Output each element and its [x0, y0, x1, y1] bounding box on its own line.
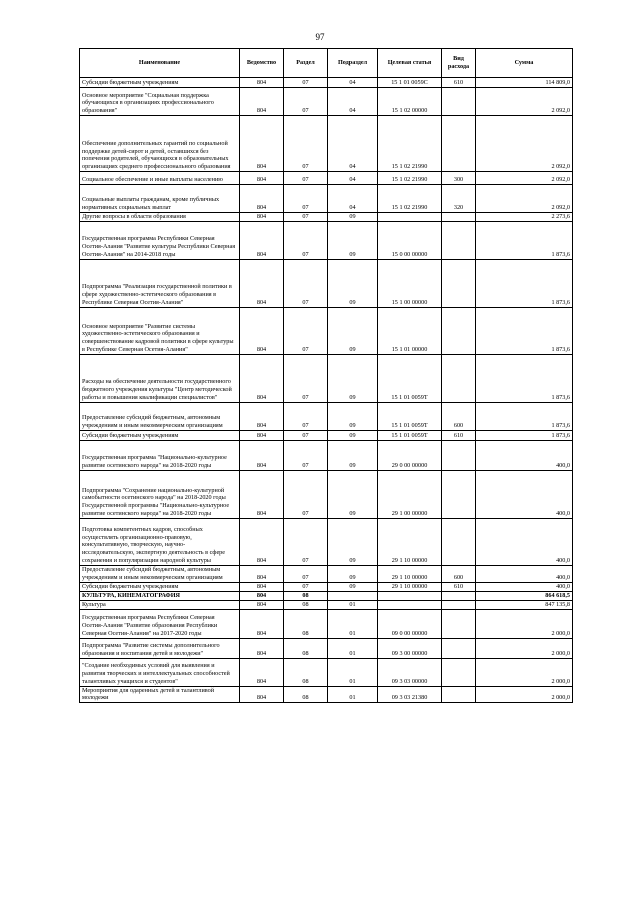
row-expense-type: 300 — [442, 172, 476, 185]
row-target-article: 15 1 02 21990 — [378, 185, 442, 213]
row-target-article: 15 1 01 0059Т — [378, 354, 442, 402]
row-expense-type — [442, 307, 476, 354]
row-section: 07 — [284, 259, 328, 307]
row-name: Государственная программа Республики Северная Осетия-Алания "Развитие образования Республики Северная Осетия-Алания" на 2017-2020 годы — [80, 609, 240, 638]
header-amount: Сумма — [476, 49, 573, 78]
row-section: 07 — [284, 440, 328, 470]
row-section: 07 — [284, 116, 328, 172]
row-name: Подготовка компетентных кадров, способных осуществлять организационно-правовую, консультативную, творческую, научно-исследовательскую, экспертную деятельность в сфере сохранения и популяризации народной культуры — [80, 518, 240, 565]
row-subsection: 09 — [328, 259, 378, 307]
table-row — [80, 402, 573, 430]
row-target-article — [378, 591, 442, 600]
row-expense-type — [442, 88, 476, 116]
row-amount: 2 092,0 — [476, 172, 573, 185]
row-subsection: 01 — [328, 658, 378, 686]
row-department: 804 — [240, 354, 284, 402]
row-subsection: 09 — [328, 565, 378, 582]
row-subsection: 04 — [328, 185, 378, 213]
table-body — [80, 78, 573, 703]
row-target-article: 09 3 00 00000 — [378, 638, 442, 658]
row-expense-type — [442, 354, 476, 402]
row-department: 804 — [240, 430, 284, 440]
row-section: 08 — [284, 600, 328, 609]
row-amount: 2 000,0 — [476, 686, 573, 703]
row-expense-type — [442, 658, 476, 686]
header-name: Наименование — [80, 49, 240, 78]
row-section: 07 — [284, 470, 328, 518]
row-amount: 1 873,6 — [476, 402, 573, 430]
row-section: 08 — [284, 686, 328, 703]
row-subsection: 04 — [328, 172, 378, 185]
row-name: "Создание необходимых условий для выявления и развития творческих и интеллектуальных способностей талантливых учащихся и студентов" — [80, 658, 240, 686]
row-target-article: 29 1 00 00000 — [378, 470, 442, 518]
row-department: 804 — [240, 78, 284, 88]
table-row — [80, 582, 573, 591]
row-department: 804 — [240, 686, 284, 703]
row-target-article: 15 0 00 00000 — [378, 221, 442, 259]
row-expense-type — [442, 600, 476, 609]
row-name: Субсидии бюджетным учреждениям — [80, 582, 240, 591]
row-subsection: 09 — [328, 402, 378, 430]
row-amount: 400,0 — [476, 470, 573, 518]
row-expense-type: 600 — [442, 402, 476, 430]
header-expense-type: Вид расхода — [442, 49, 476, 78]
row-name: Государственная программа Республики Северная Осетия-Алания "Развитие культуры Республики Северная Осетия-Алания" на 2014-2018 годы — [80, 221, 240, 259]
row-name: Социальные выплаты гражданам, кроме публичных нормативных социальных выплат — [80, 185, 240, 213]
header-section: Раздел — [284, 49, 328, 78]
row-amount: 1 873,6 — [476, 259, 573, 307]
row-department: 804 — [240, 582, 284, 591]
row-section: 07 — [284, 185, 328, 213]
row-expense-type — [442, 213, 476, 222]
row-subsection: 09 — [328, 470, 378, 518]
row-department: 804 — [240, 88, 284, 116]
row-name: Обеспечение дополнительных гарантий по социальной поддержке детей-сирот и детей, оставшихся без попечения родителей, обучающихся в образовательных организациях среднего профессионального образования — [80, 116, 240, 172]
row-name: Социальное обеспечение и иные выплаты населению — [80, 172, 240, 185]
table-row — [80, 185, 573, 213]
row-section: 07 — [284, 518, 328, 565]
row-expense-type — [442, 686, 476, 703]
row-subsection: 09 — [328, 307, 378, 354]
row-expense-type — [442, 259, 476, 307]
table-row — [80, 591, 573, 600]
row-amount: 400,0 — [476, 565, 573, 582]
row-target-article: 15 1 01 0059С — [378, 78, 442, 88]
row-name: Подпрограмма "Реализация государственной политики в сфере художественно-эстетического образования в Республике Северная Осетия-Алания" — [80, 259, 240, 307]
table-row — [80, 307, 573, 354]
table-row — [80, 116, 573, 172]
row-name: Субсидии бюджетным учреждениям — [80, 430, 240, 440]
row-expense-type — [442, 116, 476, 172]
row-department: 804 — [240, 470, 284, 518]
row-amount: 2 092,0 — [476, 88, 573, 116]
row-expense-type: 320 — [442, 185, 476, 213]
row-amount: 2 000,0 — [476, 638, 573, 658]
row-target-article — [378, 600, 442, 609]
row-expense-type: 610 — [442, 430, 476, 440]
row-target-article: 15 1 00 00000 — [378, 259, 442, 307]
row-subsection: 04 — [328, 78, 378, 88]
row-subsection — [328, 591, 378, 600]
row-name: Расходы на обеспечение деятельности государственного бюджетного учреждения культуры "Центр методической работы и повышения квалификации специалистов" — [80, 354, 240, 402]
table-row — [80, 609, 573, 638]
row-expense-type — [442, 591, 476, 600]
row-amount: 1 873,6 — [476, 221, 573, 259]
table-row — [80, 430, 573, 440]
row-section: 07 — [284, 430, 328, 440]
row-name: Предоставление субсидий бюджетным, автономным учреждениям и иным некоммерческим организациям — [80, 402, 240, 430]
row-section: 08 — [284, 591, 328, 600]
row-target-article: 29 1 10 00000 — [378, 518, 442, 565]
row-target-article: 09 3 03 21380 — [378, 686, 442, 703]
row-expense-type: 610 — [442, 78, 476, 88]
row-department: 804 — [240, 658, 284, 686]
row-name: Субсидии бюджетным учреждениям — [80, 78, 240, 88]
row-amount: 2 000,0 — [476, 609, 573, 638]
row-section: 07 — [284, 307, 328, 354]
page-number: 97 — [315, 32, 325, 42]
table-header-row — [80, 49, 573, 78]
row-department: 804 — [240, 440, 284, 470]
row-subsection: 09 — [328, 582, 378, 591]
row-expense-type — [442, 221, 476, 259]
row-department: 804 — [240, 221, 284, 259]
row-department: 804 — [240, 402, 284, 430]
row-section: 07 — [284, 88, 328, 116]
table-row — [80, 221, 573, 259]
row-department: 804 — [240, 185, 284, 213]
row-name: Государственная программа "Национально-культурное развитие осетинского народа" на 2018-2020 годы — [80, 440, 240, 470]
table-row — [80, 172, 573, 185]
row-department: 804 — [240, 600, 284, 609]
header-subsection: Подраздел — [328, 49, 378, 78]
row-amount: 1 873,6 — [476, 354, 573, 402]
header-department: Ведомство — [240, 49, 284, 78]
row-section: 07 — [284, 221, 328, 259]
row-target-article: 15 1 02 21990 — [378, 172, 442, 185]
row-department: 804 — [240, 213, 284, 222]
row-name: Мероприятия для одаренных детей и талантливой молодежи — [80, 686, 240, 703]
row-name: Подпрограмма "Развитие системы дополнительного образования и воспитания детей и молодежи" — [80, 638, 240, 658]
row-department: 804 — [240, 609, 284, 638]
table-row — [80, 565, 573, 582]
row-section: 07 — [284, 78, 328, 88]
row-expense-type — [442, 470, 476, 518]
row-target-article: 15 1 02 00000 — [378, 88, 442, 116]
table-row — [80, 600, 573, 609]
row-department: 804 — [240, 638, 284, 658]
row-target-article — [378, 213, 442, 222]
row-amount: 1 873,6 — [476, 430, 573, 440]
row-department: 804 — [240, 307, 284, 354]
budget-table — [79, 48, 573, 703]
row-section: 08 — [284, 609, 328, 638]
row-expense-type: 610 — [442, 582, 476, 591]
row-amount: 2 273,6 — [476, 213, 573, 222]
row-department: 804 — [240, 518, 284, 565]
row-amount: 2 092,0 — [476, 185, 573, 213]
row-section: 07 — [284, 402, 328, 430]
row-amount: 400,0 — [476, 440, 573, 470]
row-expense-type — [442, 638, 476, 658]
row-amount: 2 092,0 — [476, 116, 573, 172]
table-row — [80, 78, 573, 88]
row-amount: 400,0 — [476, 582, 573, 591]
row-subsection: 04 — [328, 88, 378, 116]
table-row — [80, 259, 573, 307]
row-target-article: 09 0 00 00000 — [378, 609, 442, 638]
row-subsection: 01 — [328, 686, 378, 703]
table-row — [80, 213, 573, 222]
row-expense-type — [442, 518, 476, 565]
row-name: Предоставление субсидий бюджетным, автономным учреждениям и иным некоммерческим организациям — [80, 565, 240, 582]
row-subsection: 01 — [328, 600, 378, 609]
row-department: 804 — [240, 565, 284, 582]
row-target-article: 15 1 02 21990 — [378, 116, 442, 172]
row-subsection: 09 — [328, 213, 378, 222]
row-subsection: 09 — [328, 354, 378, 402]
row-expense-type — [442, 609, 476, 638]
header-target-article: Целевая статья — [378, 49, 442, 78]
row-target-article: 15 1 01 0059Т — [378, 402, 442, 430]
row-amount: 2 000,0 — [476, 658, 573, 686]
row-section: 07 — [284, 213, 328, 222]
row-subsection: 09 — [328, 440, 378, 470]
row-amount: 114 809,0 — [476, 78, 573, 88]
row-subsection: 09 — [328, 430, 378, 440]
row-department: 804 — [240, 116, 284, 172]
row-section: 08 — [284, 638, 328, 658]
table-row — [80, 88, 573, 116]
row-amount: 400,0 — [476, 518, 573, 565]
row-subsection: 09 — [328, 221, 378, 259]
table-row — [80, 470, 573, 518]
row-expense-type — [442, 440, 476, 470]
row-section: 08 — [284, 658, 328, 686]
row-target-article: 29 1 10 00000 — [378, 565, 442, 582]
row-amount: 864 618,5 — [476, 591, 573, 600]
row-amount: 1 873,6 — [476, 307, 573, 354]
table-row — [80, 658, 573, 686]
table-row — [80, 638, 573, 658]
table-row — [80, 354, 573, 402]
row-name: Другие вопросы в области образования — [80, 213, 240, 222]
row-subsection: 09 — [328, 518, 378, 565]
row-name: Основное мероприятие "Развитие системы художественно-эстетического образования и совершенствование кадровой политики в сфере культуры в Республике Северная Осетия-Алания" — [80, 307, 240, 354]
row-section: 07 — [284, 565, 328, 582]
row-name: Подпрограмма "Сохранение национально-культурной самобытности осетинского народа" на 2018-2020 годы Государственной программы "Национально-культурное развитие осетинского народа" на 2018-2020 годы — [80, 470, 240, 518]
table-row — [80, 686, 573, 703]
row-subsection: 01 — [328, 638, 378, 658]
row-target-article: 09 3 03 00000 — [378, 658, 442, 686]
table-row — [80, 518, 573, 565]
row-target-article: 29 1 10 00000 — [378, 582, 442, 591]
row-name: Культура — [80, 600, 240, 609]
row-section: 07 — [284, 354, 328, 402]
row-name: КУЛЬТУРА, КИНЕМАТОГРАФИЯ — [80, 591, 240, 600]
row-expense-type: 600 — [442, 565, 476, 582]
row-target-article: 29 0 00 00000 — [378, 440, 442, 470]
row-section: 07 — [284, 172, 328, 185]
row-amount: 847 135,8 — [476, 600, 573, 609]
row-subsection: 04 — [328, 116, 378, 172]
row-name: Основное мероприятие "Социальная поддержка обучающихся в организациях профессионального образования" — [80, 88, 240, 116]
row-target-article: 15 1 01 00000 — [378, 307, 442, 354]
row-department: 804 — [240, 591, 284, 600]
row-department: 804 — [240, 259, 284, 307]
row-department: 804 — [240, 172, 284, 185]
row-subsection: 01 — [328, 609, 378, 638]
row-target-article: 15 1 01 0059Т — [378, 430, 442, 440]
table-row — [80, 440, 573, 470]
row-section: 07 — [284, 582, 328, 591]
